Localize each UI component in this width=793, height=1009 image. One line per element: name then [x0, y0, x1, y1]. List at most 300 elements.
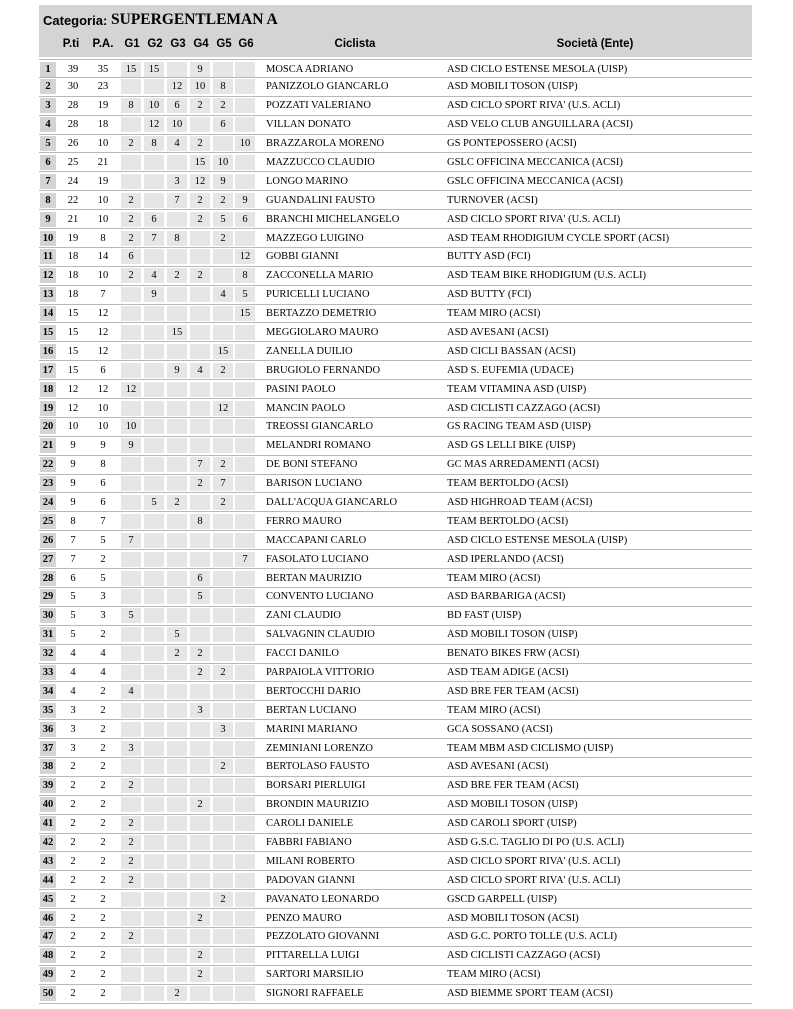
g4-cell	[190, 401, 210, 416]
rider-name: FACCI DANILO	[266, 648, 340, 660]
pa-cell: 2	[100, 704, 106, 716]
pa-cell: 2	[100, 969, 106, 981]
table-row	[39, 248, 752, 267]
rider-name: MAZZUCCO CLAUDIO	[266, 156, 375, 168]
g5-cell	[213, 571, 233, 586]
table-row	[39, 720, 752, 739]
col-header-pa: P.A.	[92, 38, 114, 50]
points-cell: 24	[67, 175, 79, 187]
rank-cell: 38	[40, 759, 56, 774]
club-name: ASD IPERLANDO (ACSI)	[447, 553, 564, 565]
rank-cell: 16	[40, 344, 56, 359]
g1-cell	[121, 155, 141, 170]
g1-cell	[121, 514, 141, 529]
g2-cell: 15	[144, 62, 164, 77]
g5-cell	[213, 797, 233, 812]
g6-cell	[235, 797, 255, 812]
g1-cell	[121, 344, 141, 359]
g1-cell	[121, 571, 141, 586]
table-row	[39, 852, 752, 871]
table-row	[39, 475, 752, 494]
g6-cell	[235, 79, 255, 94]
g5-cell	[213, 929, 233, 944]
g1-cell: 8	[121, 98, 141, 113]
g2-cell	[144, 816, 164, 831]
g2-cell	[144, 382, 164, 397]
g5-cell	[213, 646, 233, 661]
g1-cell: 12	[121, 382, 141, 397]
rank-cell: 35	[40, 703, 56, 718]
table-row	[39, 588, 752, 607]
rider-name: TREOSSI GIANCARLO	[266, 421, 374, 433]
g2-cell	[144, 854, 164, 869]
g1-cell	[121, 117, 141, 132]
g6-cell	[235, 816, 255, 831]
g4-cell	[190, 892, 210, 907]
g3-cell	[167, 873, 187, 888]
g3-cell	[167, 212, 187, 227]
g1-cell	[121, 646, 141, 661]
rank-cell: 17	[40, 363, 56, 378]
rank-cell: 28	[40, 571, 56, 586]
points-cell: 9	[70, 440, 76, 452]
g2-cell: 4	[144, 268, 164, 283]
rank-cell: 29	[40, 589, 56, 604]
pa-cell: 2	[100, 629, 106, 641]
g3-cell: 8	[167, 231, 187, 246]
rider-name: MILANI ROBERTO	[266, 855, 355, 867]
g4-cell: 2	[190, 193, 210, 208]
club-name: GCA SOSSANO (ACSI)	[447, 723, 553, 735]
rider-name: MACCAPANI CARLO	[266, 534, 367, 546]
g3-cell: 9	[167, 363, 187, 378]
g1-cell	[121, 174, 141, 189]
g5-cell	[213, 873, 233, 888]
g4-cell	[190, 495, 210, 510]
club-name: TEAM MIRO (ACSI)	[447, 704, 541, 716]
pa-cell: 19	[97, 175, 109, 187]
pa-cell: 4	[100, 667, 106, 678]
g2-cell: 6	[144, 212, 164, 227]
pa-cell: 2	[100, 780, 106, 792]
table-row	[39, 966, 752, 985]
pa-cell: 2	[100, 931, 106, 943]
table-row	[39, 418, 752, 437]
g2-cell	[144, 571, 164, 586]
g2-cell: 12	[144, 117, 164, 132]
g6-cell	[235, 722, 255, 737]
col-header-rider: Ciclista	[334, 38, 376, 50]
g6-cell	[235, 835, 255, 850]
table-row	[39, 739, 752, 758]
table-row	[39, 342, 752, 361]
g4-cell: 2	[190, 967, 210, 982]
g4-cell	[190, 816, 210, 831]
points-cell: 25	[67, 156, 79, 168]
points-cell: 8	[70, 515, 76, 527]
table-row	[39, 928, 752, 947]
rank-cell: 9	[40, 212, 56, 227]
g4-cell: 4	[190, 363, 210, 378]
points-cell: 2	[70, 950, 76, 962]
pa-cell: 10	[97, 138, 109, 150]
points-cell: 15	[67, 345, 79, 357]
g5-cell: 10	[213, 155, 233, 170]
g6-cell	[235, 457, 255, 472]
g1-cell	[121, 665, 141, 680]
g4-cell	[190, 684, 210, 699]
points-cell: 7	[70, 534, 76, 546]
pa-cell: 6	[100, 478, 106, 490]
g2-cell	[144, 911, 164, 926]
g6-cell	[235, 231, 255, 246]
rider-name: BERTAZZO DEMETRIO	[266, 308, 377, 320]
g3-cell	[167, 533, 187, 548]
rank-cell: 30	[40, 608, 56, 623]
g1-cell: 9	[121, 438, 141, 453]
g6-cell	[235, 967, 255, 982]
club-name: ASD CICLO ESTENSE MESOLA (UISP)	[447, 534, 628, 546]
pa-cell: 18	[97, 119, 109, 131]
points-cell: 5	[70, 610, 76, 622]
g3-cell: 4	[167, 136, 187, 151]
g5-cell: 12	[213, 401, 233, 416]
club-name: ASD GS LELLI BIKE (UISP)	[447, 440, 576, 452]
club-name: TEAM MIRO (ACSI)	[447, 572, 541, 584]
g5-cell	[213, 325, 233, 340]
rider-name: LONGO MARINO	[266, 175, 348, 187]
rider-name: PURICELLI LUCIANO	[266, 289, 370, 301]
club-name: ASD CICLO SPORT RIVA' (U.S. ACLI)	[447, 855, 621, 867]
col-header-g5: G5	[216, 38, 232, 50]
g1-cell	[121, 287, 141, 302]
g2-cell	[144, 325, 164, 340]
g6-cell: 9	[235, 193, 255, 208]
rider-name: ZANELLA DUILIO	[266, 345, 353, 357]
g3-cell	[167, 155, 187, 170]
g3-cell: 5	[167, 627, 187, 642]
club-name: ASD CICLO ESTENSE MESOLA (UISP)	[447, 63, 628, 75]
table-row	[39, 361, 752, 380]
rank-cell: 6	[40, 155, 56, 170]
table-row	[39, 493, 752, 512]
rider-name: ZACCONELLA MARIO	[266, 270, 374, 282]
club-name: ASD TEAM RHODIGIUM CYCLE SPORT (ACSI)	[447, 232, 670, 244]
table-row	[39, 267, 752, 286]
rank-cell: 14	[40, 306, 56, 321]
g1-cell	[121, 589, 141, 604]
rank-cell: 21	[40, 438, 56, 453]
g1-cell: 2	[121, 854, 141, 869]
g5-cell: 2	[213, 193, 233, 208]
g4-cell: 2	[190, 948, 210, 963]
table-row	[39, 323, 752, 342]
g1-cell	[121, 986, 141, 1001]
g6-cell	[235, 854, 255, 869]
g5-cell	[213, 514, 233, 529]
table-row	[39, 380, 752, 399]
g3-cell	[167, 571, 187, 586]
club-name: TURNOVER (ACSI)	[447, 194, 538, 206]
rider-name: BERTOLASO FAUSTO	[266, 761, 370, 773]
points-cell: 2	[70, 761, 76, 773]
points-cell: 2	[70, 988, 76, 1000]
g5-cell	[213, 306, 233, 321]
club-name: ASD BRE FER TEAM (ACSI)	[447, 780, 579, 792]
club-name: ASD BRE FER TEAM (ACSI)	[447, 685, 579, 697]
col-header-g4: G4	[193, 38, 209, 50]
g5-cell	[213, 382, 233, 397]
rank-cell: 25	[40, 514, 56, 529]
g2-cell	[144, 401, 164, 416]
g3-cell	[167, 608, 187, 623]
table-row	[39, 59, 752, 78]
points-cell: 26	[67, 138, 79, 150]
rider-name: PARPAIOLA VITTORIO	[266, 667, 375, 678]
rider-name: PAVANATO LEONARDO	[266, 893, 380, 905]
g4-cell: 12	[190, 174, 210, 189]
g6-cell	[235, 117, 255, 132]
club-name: ASD CAROLI SPORT (UISP)	[447, 818, 577, 830]
table-row	[39, 871, 752, 890]
pa-cell: 2	[100, 874, 106, 886]
g1-cell	[121, 363, 141, 378]
g2-cell	[144, 155, 164, 170]
g6-cell	[235, 62, 255, 77]
g5-cell: 2	[213, 892, 233, 907]
table-row	[39, 305, 752, 324]
g3-cell: 2	[167, 495, 187, 510]
g1-cell: 6	[121, 249, 141, 264]
rider-name: CAROLI DANIELE	[266, 818, 354, 830]
g6-cell	[235, 759, 255, 774]
club-name: ASD AVESANI (ACSI)	[447, 326, 549, 338]
rider-name: DALL'ACQUA GIANCARLO	[266, 496, 398, 508]
ranking-table	[39, 59, 752, 1004]
g4-cell	[190, 759, 210, 774]
points-cell: 2	[70, 818, 76, 830]
table-row	[39, 78, 752, 97]
rank-cell: 27	[40, 552, 56, 567]
rider-name: BORSARI PIERLUIGI	[266, 780, 366, 792]
g3-cell: 15	[167, 325, 187, 340]
g3-cell	[167, 438, 187, 453]
g6-cell: 6	[235, 212, 255, 227]
table-row	[39, 210, 752, 229]
pa-cell: 2	[100, 723, 106, 735]
g1-cell: 5	[121, 608, 141, 623]
g5-cell: 6	[213, 117, 233, 132]
g3-cell	[167, 816, 187, 831]
pa-cell: 2	[100, 553, 106, 565]
points-cell: 2	[70, 780, 76, 792]
g4-cell	[190, 778, 210, 793]
pa-cell: 35	[97, 63, 109, 75]
g1-cell	[121, 476, 141, 491]
g3-cell	[167, 835, 187, 850]
rider-name: GOBBI GIANNI	[266, 251, 339, 263]
g2-cell	[144, 986, 164, 1001]
g1-cell	[121, 967, 141, 982]
table-row	[39, 701, 752, 720]
table-row	[39, 456, 752, 475]
g2-cell	[144, 759, 164, 774]
rank-cell: 42	[40, 835, 56, 850]
points-cell: 18	[67, 251, 79, 263]
g2-cell	[144, 646, 164, 661]
g5-cell	[213, 419, 233, 434]
pa-cell: 2	[100, 837, 106, 849]
rider-name: FASOLATO LUCIANO	[266, 553, 369, 565]
rider-name: MARINI MARIANO	[266, 723, 358, 735]
rank-cell: 41	[40, 816, 56, 831]
g4-cell	[190, 382, 210, 397]
rank-cell: 37	[40, 741, 56, 756]
g2-cell	[144, 552, 164, 567]
pa-cell: 3	[100, 610, 106, 622]
g4-cell: 2	[190, 646, 210, 661]
pa-cell: 19	[97, 100, 109, 112]
g1-cell	[121, 306, 141, 321]
pa-cell: 2	[100, 761, 106, 773]
g1-cell: 2	[121, 778, 141, 793]
g6-cell	[235, 608, 255, 623]
g6-cell: 7	[235, 552, 255, 567]
g4-cell	[190, 741, 210, 756]
g6-cell	[235, 155, 255, 170]
club-name: ASD TEAM ADIGE (ACSI)	[447, 667, 569, 678]
g3-cell: 2	[167, 646, 187, 661]
rider-name: GUANDALINI FAUSTO	[266, 194, 375, 206]
g3-cell	[167, 457, 187, 472]
g5-cell	[213, 911, 233, 926]
col-header-g3: G3	[170, 38, 186, 50]
pa-cell: 12	[97, 326, 109, 338]
pa-cell: 2	[100, 685, 106, 697]
g5-cell	[213, 816, 233, 831]
table-row	[39, 626, 752, 645]
pa-cell: 4	[100, 648, 106, 660]
points-cell: 9	[70, 478, 76, 490]
club-name: TEAM VITAMINA ASD (UISP)	[447, 383, 587, 395]
g2-cell: 10	[144, 98, 164, 113]
table-row	[39, 531, 752, 550]
g3-cell	[167, 892, 187, 907]
g4-cell: 2	[190, 98, 210, 113]
club-name: BENATO BIKES FRW (ACSI)	[447, 648, 580, 660]
g3-cell: 7	[167, 193, 187, 208]
g5-cell	[213, 703, 233, 718]
g3-cell	[167, 287, 187, 302]
g3-cell: 12	[167, 79, 187, 94]
g1-cell	[121, 948, 141, 963]
club-name: ASD HIGHROAD TEAM (ACSI)	[447, 496, 593, 508]
g6-cell: 15	[235, 306, 255, 321]
rider-name: ZEMINIANI LORENZO	[266, 742, 374, 754]
points-cell: 30	[67, 81, 79, 93]
rank-cell: 46	[40, 911, 56, 926]
g6-cell	[235, 533, 255, 548]
g2-cell	[144, 665, 164, 680]
g6-cell	[235, 419, 255, 434]
g1-cell	[121, 722, 141, 737]
table-row	[39, 909, 752, 928]
g5-cell	[213, 552, 233, 567]
pa-cell: 2	[100, 818, 106, 830]
club-name: GSCD GARPELL (UISP)	[447, 893, 557, 905]
g5-cell	[213, 62, 233, 77]
rider-name: PENZO MAURO	[266, 912, 342, 924]
g2-cell	[144, 174, 164, 189]
club-name: TEAM MBM ASD CICLISMO (UISP)	[447, 742, 614, 754]
table-row	[39, 399, 752, 418]
g2-cell	[144, 193, 164, 208]
g3-cell: 3	[167, 174, 187, 189]
g6-cell: 8	[235, 268, 255, 283]
g4-cell: 9	[190, 62, 210, 77]
points-cell: 18	[67, 289, 79, 301]
table-row	[39, 607, 752, 626]
g3-cell	[167, 62, 187, 77]
points-cell: 9	[70, 496, 76, 508]
g6-cell	[235, 929, 255, 944]
g2-cell	[144, 438, 164, 453]
club-name: ASD TEAM BIKE RHODIGIUM (U.S. ACLI)	[447, 270, 647, 282]
rank-cell: 47	[40, 929, 56, 944]
g4-cell	[190, 344, 210, 359]
g5-cell: 3	[213, 722, 233, 737]
g4-cell	[190, 117, 210, 132]
rank-cell: 20	[40, 419, 56, 434]
points-cell: 2	[70, 931, 76, 943]
pa-cell: 10	[97, 402, 109, 414]
g2-cell	[144, 79, 164, 94]
col-header-g6: G6	[238, 38, 254, 50]
rank-cell: 1	[40, 62, 56, 77]
g3-cell: 6	[167, 98, 187, 113]
g2-cell	[144, 741, 164, 756]
rank-cell: 19	[40, 401, 56, 416]
pa-cell: 7	[100, 289, 106, 301]
rank-cell: 11	[40, 249, 56, 264]
rank-cell: 18	[40, 382, 56, 397]
pa-cell: 2	[100, 855, 106, 867]
rider-name: BRUGIOLO FERNANDO	[266, 364, 381, 376]
g1-cell: 2	[121, 212, 141, 227]
g3-cell	[167, 476, 187, 491]
points-cell: 15	[67, 326, 79, 338]
g3-cell	[167, 741, 187, 756]
club-name: BUTTY ASD (FCI)	[447, 251, 531, 263]
club-name: ASD S. EUFEMIA (UDACE)	[447, 364, 574, 376]
g5-cell: 2	[213, 98, 233, 113]
table-row	[39, 191, 752, 210]
rank-cell: 44	[40, 873, 56, 888]
points-cell: 3	[70, 723, 76, 735]
g4-cell	[190, 325, 210, 340]
pa-cell: 10	[97, 270, 109, 282]
g3-cell	[167, 703, 187, 718]
rider-name: PANIZZOLO GIANCARLO	[266, 81, 389, 93]
g5-cell: 9	[213, 174, 233, 189]
g2-cell	[144, 476, 164, 491]
rank-cell: 5	[40, 136, 56, 151]
g6-cell	[235, 174, 255, 189]
g6-cell	[235, 382, 255, 397]
table-row	[39, 985, 752, 1004]
g2-cell	[144, 892, 164, 907]
rider-name: ZANI CLAUDIO	[266, 610, 341, 622]
